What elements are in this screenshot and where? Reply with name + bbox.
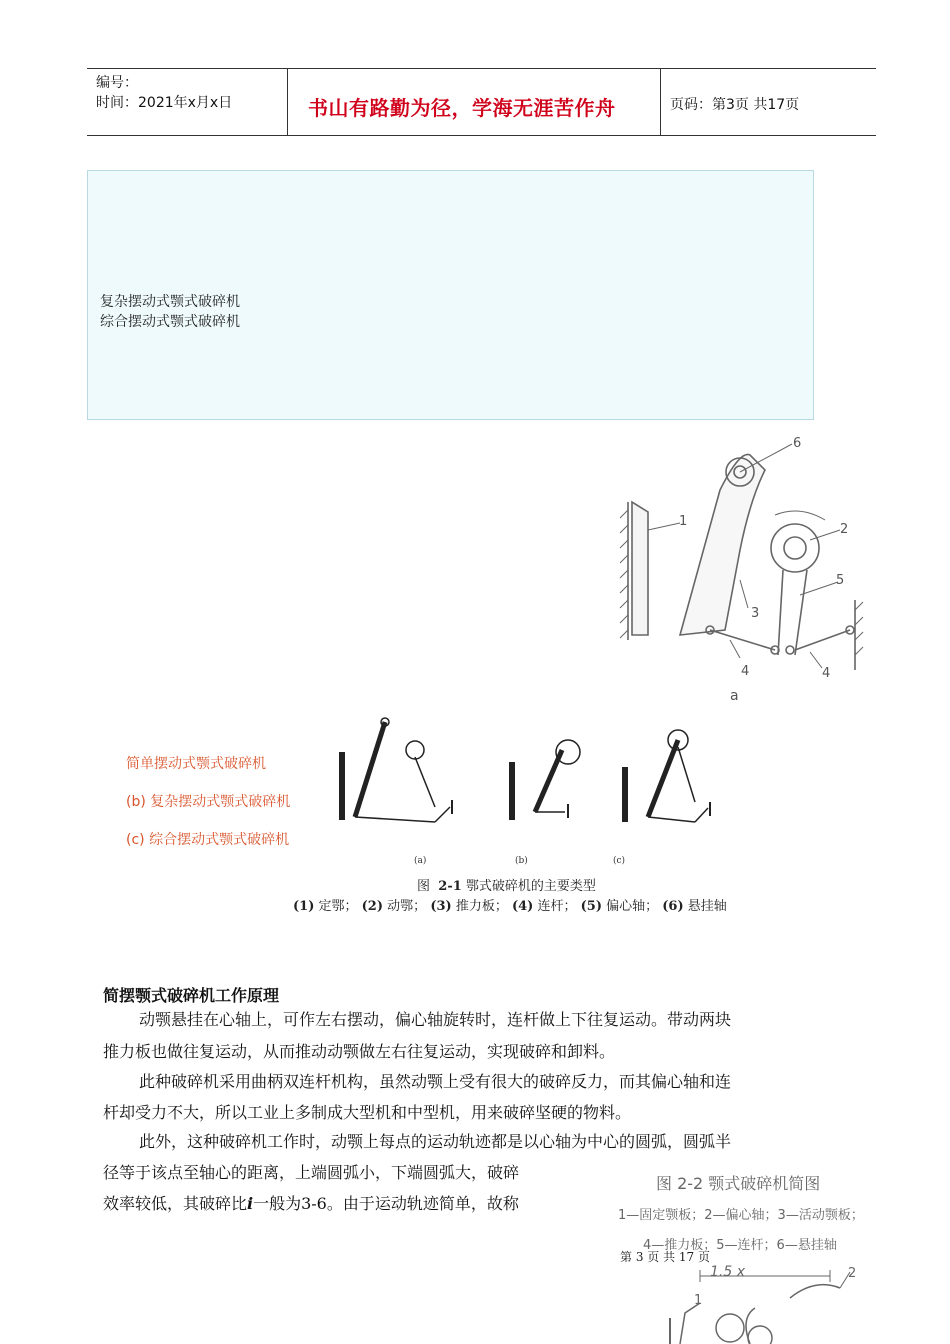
figure-2-2-label-1: 1	[694, 1293, 703, 1308]
figure-2-2-dim: 1.5 x	[710, 1264, 745, 1280]
label-4b: 4	[822, 666, 831, 681]
label-3: 3	[751, 606, 760, 621]
footer-page-number: 第 3 页 共 17 页	[620, 1250, 710, 1264]
p3-line-3: 效率较低，其破碎比i一般为3-6。由于运动轨迹简单，故称	[103, 1194, 519, 1213]
p2-line-2: 杆却受力不大，所以工业上多制成大型机和中型机，用来破碎坚硬的物料。	[103, 1103, 632, 1122]
box-line-1: 复杂摆动式颚式破碎机	[100, 294, 240, 310]
p1-line-1: 动颚悬挂在心轴上，可作左右摆动，偏心轴旋转时，连杆做上下往复运动。带动两块	[139, 1010, 732, 1029]
leader-3	[740, 580, 748, 608]
header-top-rule	[87, 68, 876, 69]
eccentric-wheel	[771, 524, 819, 572]
leader-4a	[730, 640, 740, 658]
figure-2-2-sketch	[640, 1258, 880, 1344]
section-heading: 简摆颚式破碎机工作原理	[103, 986, 280, 1005]
three-types-diagram	[330, 712, 730, 852]
time-label: 时间：2021年x月x日	[96, 95, 233, 111]
label-1: 1	[679, 514, 688, 529]
figure-2-2-legend-1: 1—固定颚板；2—偏心轴；3—活动颚板；	[618, 1208, 864, 1223]
p2-line-1: 此种破碎机采用曲柄双连杆机构，虽然动颚上受有很大的破碎反力，而其偏心轴和连	[139, 1072, 732, 1091]
p3-line-2: 径等于该点至轴心的距离，上端圆弧小，下端圆弧大，破碎	[103, 1163, 520, 1182]
figure-2-2-label-2: 2	[848, 1266, 857, 1281]
motto: 书山有路勤为径，学海无涯苦作舟	[308, 96, 616, 120]
header-bottom-rule	[87, 135, 876, 136]
type-a-sketch	[342, 718, 452, 822]
connecting-rod	[778, 570, 807, 655]
label-5: 5	[836, 573, 845, 588]
sub-label-b: (b)	[515, 856, 528, 866]
figure-2-2-legend-2: 4—推力板；5—连杆；6—悬挂轴	[643, 1238, 837, 1253]
fixed-jaw-hatch	[620, 510, 628, 638]
header-divider-right	[660, 68, 661, 136]
box-line-2: 综合摆动式颚式破碎机	[100, 314, 240, 330]
header-divider-left	[287, 68, 288, 136]
figure-a-caption: a	[730, 688, 739, 704]
jaw-crusher-diagram-a	[600, 430, 880, 710]
label-6: 6	[793, 436, 802, 451]
eccentric-shaft	[784, 537, 806, 559]
type-label-complex: (b) 复杂摆动式颚式破碎机	[126, 794, 291, 810]
sub-label-a: (a)	[414, 856, 427, 866]
type-label-combined: (c) 综合摆动式颚式破碎机	[126, 832, 290, 848]
type-label-simple: 简单摆动式颚式破碎机	[126, 756, 266, 772]
number-label: 编号：	[96, 75, 138, 91]
toggle-pin-3	[786, 646, 794, 654]
type-c-sketch	[625, 730, 710, 822]
type-b-sketch	[512, 740, 580, 820]
figure-2-2-title: 图 2-2 颚式破碎机简图	[656, 1174, 821, 1193]
fixed-jaw-plate	[632, 502, 648, 635]
leader-1	[648, 523, 680, 530]
label-2: 2	[840, 522, 849, 537]
rotation-arrow	[775, 511, 825, 520]
label-4a: 4	[741, 664, 750, 679]
page-label: 页码：第3页 共17页	[670, 97, 800, 113]
figure-2-1-legend: (1) 定鄂； (2) 动鄂； (3) 推力板； (4) 连杆； (5) 偏心轴； (6) 悬挂轴	[293, 899, 727, 914]
p3-line-1: 此外，这种破碎机工作时，动颚上每点的运动轨迹都是以心轴为中心的圆弧，圆弧半	[139, 1132, 732, 1151]
sub-label-c: (c)	[613, 856, 626, 866]
leader-4b	[810, 652, 822, 668]
p1-line-2: 推力板也做往复运动，从而推动动颚做左右往复运动，实现破碎和卸料。	[103, 1042, 616, 1061]
figure-2-1-caption: 图 2-1 鄂式破碎机的主要类型	[417, 879, 596, 894]
